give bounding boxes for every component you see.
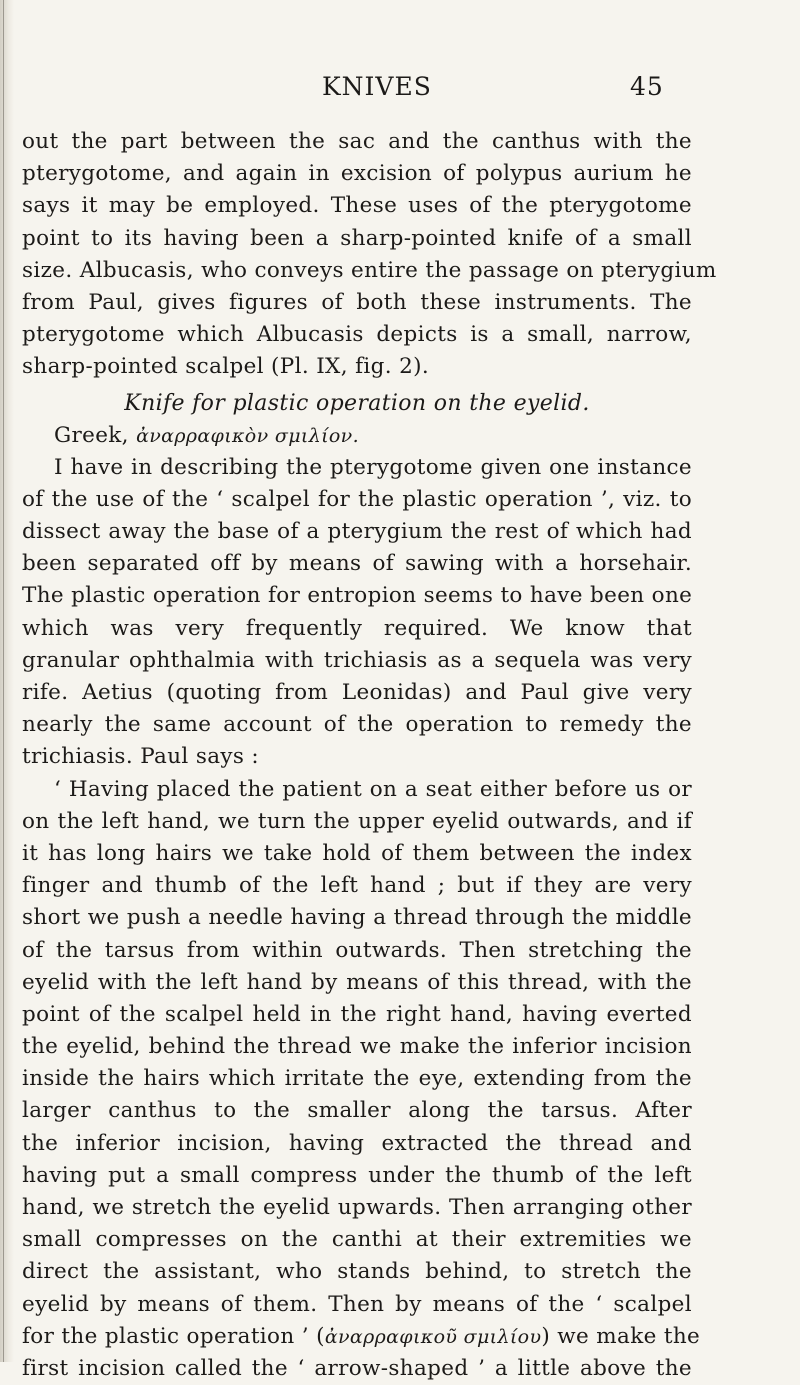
text-line: direct the assistant, who stands behind, to stretch the	[22, 1259, 692, 1285]
text-line-with-greek	[22, 1321, 701, 1353]
text-line: eyelid with the left hand by means of this thread, with the	[22, 969, 692, 995]
text-line: short we push a needle having a thread through the middle	[22, 905, 692, 931]
text-line: size. Albucasis, who conveys entire the passage on pterygium	[22, 257, 717, 283]
body-text	[22, 126, 717, 1385]
line-text-before-greek: for the plastic operation ’ (	[22, 1323, 325, 1349]
running-title: KNIVES	[322, 72, 432, 101]
text-line: out the part between the sac and the canthus with the	[22, 129, 692, 154]
paragraph-3	[22, 774, 701, 1385]
paragraph-2	[22, 452, 692, 774]
text-line: larger canthus to the smaller along the tarsus. After	[22, 1098, 692, 1124]
text-line: pterygotome which Albucasis depicts is a small, narrow,	[22, 322, 692, 348]
text-line: it has long hairs we take hold of them between the index	[22, 840, 692, 866]
page-edge-line	[3, 0, 4, 1362]
greek-phrase: ἀναρραφικοῦ σμιλίου	[324, 1325, 542, 1348]
line-text-after-greek: ) we make the	[541, 1323, 701, 1349]
text-line: point to its having been a sharp-pointed knife of a small	[22, 225, 692, 251]
text-line: pterygotome, and again in excision of polypus aurium he	[22, 161, 692, 187]
text-line: which was very frequently required. We know that	[22, 615, 692, 641]
greek-term: ἀναρραφικὸν σμιλίον.	[136, 424, 359, 447]
text-line: the eyelid, behind the thread we make the inferior incision	[22, 1034, 692, 1060]
text-line: inside the hairs which irritate the eye, extending from the	[22, 1066, 692, 1092]
text-line: having put a small compress under the thumb of the left	[22, 1162, 692, 1188]
text-line: sharp-pointed scalpel (Pl. IX, fig. 2).	[22, 354, 430, 380]
text-line: finger and thumb of the left hand ; but if they are very	[22, 873, 692, 899]
text-line: granular ophthalmia with trichiasis as a sequela was very	[22, 647, 692, 673]
page-number: 45	[630, 72, 664, 101]
text-line: rife. Aetius (quoting from Leonidas) and Paul give very	[22, 680, 692, 705]
section-heading: Knife for plastic operation on the eyelid.	[124, 390, 590, 416]
text-line: the inferior incision, having extracted the thread and	[22, 1130, 692, 1156]
text-line: of the use of the ‘ scalpel for the plastic operation ’, viz. to	[22, 486, 692, 512]
text-line: point of the scalpel held in the right hand, having everted	[22, 1001, 692, 1027]
text-line: been separated off by means of sawing with a horsehair.	[22, 551, 692, 577]
paragraph-1	[22, 126, 717, 384]
text-line: hand, we stretch the eyelid upwards. Then arranging other	[22, 1195, 692, 1220]
text-line: small compresses on the canthi at their extremities we	[22, 1227, 692, 1253]
text-line: on the left hand, we turn the upper eyelid outwards, and if	[22, 808, 692, 834]
text-line: The plastic operation for entropion seems to have been one	[22, 583, 693, 609]
greek-name-line	[22, 420, 692, 452]
page-header	[10, 72, 710, 112]
text-line: dissect away the base of a pterygium the rest of which had	[22, 519, 692, 545]
text-line: ‘ Having placed the patient on a seat either before us or	[54, 776, 692, 802]
greek-label: Greek,	[54, 422, 129, 448]
text-line: eyelid by means of them. Then by means of the ‘ scalpel	[22, 1291, 692, 1317]
text-line: I have in describing the pterygotome given one instance	[54, 454, 692, 480]
text-line: says it may be employed. These uses of the pterygotome	[22, 193, 692, 219]
text-line: nearly the same account of the operation to remedy the	[22, 712, 692, 738]
text-line: first incision called the ‘ arrow-shaped ’ a little above the	[22, 1355, 692, 1381]
text-line: of the tarsus from within outwards. Then stretching the	[22, 937, 692, 963]
text-line: trichiasis. Paul says :	[22, 744, 260, 770]
text-line: from Paul, gives figures of both these instruments. The	[22, 289, 692, 315]
